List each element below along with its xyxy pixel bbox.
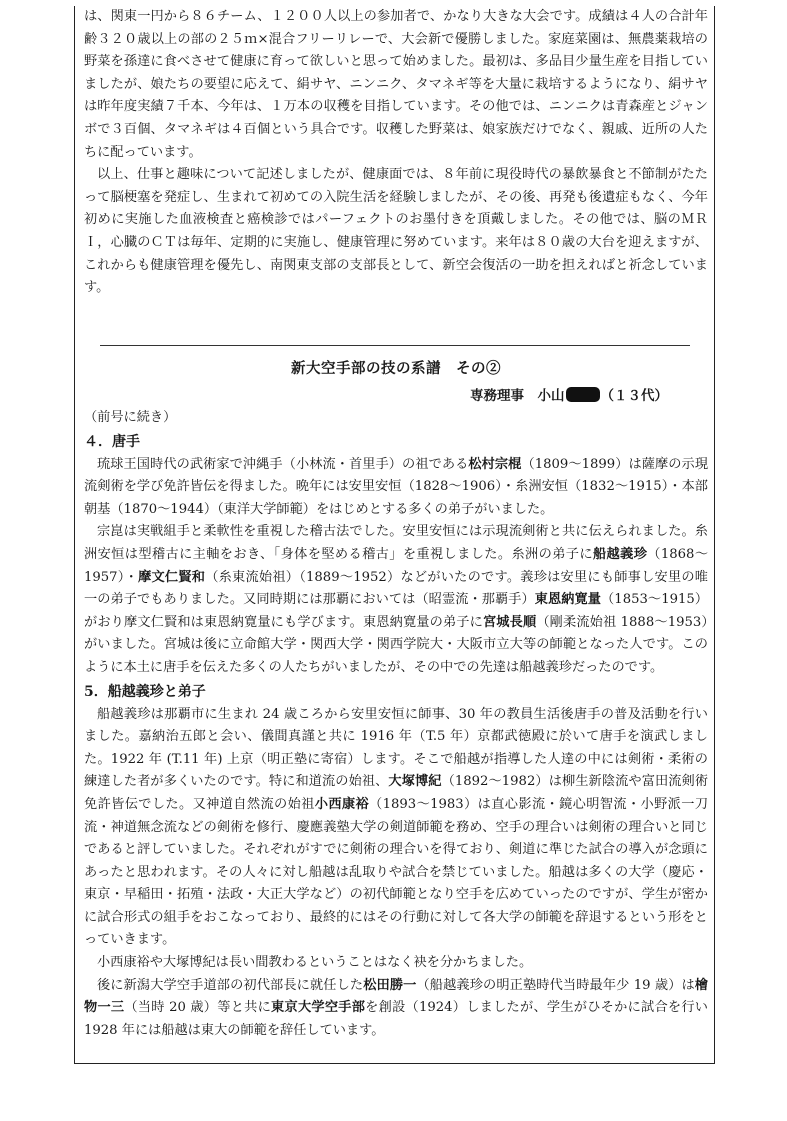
article-body	[84, 407, 708, 1042]
section-4-heading: ４．唐手	[84, 433, 140, 450]
author-generation: （１３代）	[600, 388, 668, 404]
redaction-mark	[566, 387, 600, 402]
section-5-paragraph-3: 後に新潟大学空手道部の初代部長に就任した松田勝一（船越義珍の明正塾時代当時最年少 19 歳）は檜物一三（当時 20 歳）等と共に東京大学空手部を創設（1924）しましたが、学生がひそかに試合を行い 1928 年には船越は東大の師範を辞任しています。	[84, 977, 709, 1038]
intro-section	[84, 6, 708, 300]
section-4-paragraph-2: 宗崑は実戦組手と柔軟性を重視した稽古法でした。安里安恒には示現流剣術と共に伝えられました。糸洲安恒は型稽古に主軸をおき、「身体を堅める稽古」を重視しました。糸洲の弟子に船越義珍（1868～1957）・摩文仁賢和（糸東流始祖）（1889～1952）などがいたのです。義珍は安里にも師事し安里の唯一の弟子でもありました。又同時期には那覇においては（昭霊流・那覇手）東恩納寛量（1853～1915）がおり摩文仁賢和は東恩納寛量にも学びます。東恩納寛量の弟子に宮城長順（剛柔流始祖 1888～1953）がいました。宮城は後に立命館大学・関西大学・関西学院大・大阪市立大等の師範となった人です。このように本土に唐手を伝えた多くの人たちがいましたが、その中での先達は船越義珍だったのです。	[84, 524, 709, 675]
section-5-paragraph-2: 小西康裕や大塚博紀は長い間教わるということはなく袂を分かちました。	[97, 955, 533, 971]
section-divider	[100, 345, 690, 346]
section-5-heading: 5．船越義珍と弟子	[84, 683, 206, 700]
continued-note: （前号に続き）	[84, 410, 177, 425]
author-role: 専務理事 小山	[470, 388, 565, 404]
intro-paragraph-2: 以上、仕事と趣味について記述しましたが、健康面では、８年前に現役時代の暴飲暴食と不節制がたたって脳梗塞を発症し、生まれて初めての入院生活を経験しましたが、その後、再発も後遺症もなく、今年初めに実施した血液検査と癌検診ではパーフェクトのお墨付きを頂戴しました。その他では、脳のＭＲＩ，心臓のＣＴは毎年、定期的に実施し、健康管理に努めています。来年は８０歳の大台を迎えますが、これからも健康管理を優先し、南関東支部の支部長として、新空会復活の一助を担えればと祈念しています。	[84, 167, 708, 296]
intro-paragraph-1: は、関東一円から８６チーム、１２００人以上の参加者で、かなり大きな大会です。成績は４人の合計年齢３２０歳以上の部の２５ｍ×混合フリーリレーで、大会新で優勝しました。家庭菜園は、無農薬栽培の野菜を孫達に食べさせて健康に育って欲しいと思って始めました。最初は、多品目少量生産を目指していましたが、娘たちの要望に応えて、絹サヤ、ニンニク、タマネギ等を大量に栽培するようになり、絹サヤは昨年度実績７千本、今年は、１万本の収穫を目指しています。その他では、ニンニクは青森産とジャンボで３百個、タマネギは４百個という具合です。収穫した野菜は、娘家族だけでなく、親戚、近所の人たちに配っています。	[84, 9, 708, 160]
article-title: 新大空手部の技の系譜 その②	[291, 360, 501, 377]
section-5-paragraph-1: 船越義珍は那覇市に生まれ 24 歳ころから安里安恒に師事、30 年の教員生活後唐手の普及活動を行いました。嘉納治五郎と会い、儀間真謹と共に 1916 年（T.5 年）京都武徳殿に於いて唐手を演武しました。1922 年 (T.11 年) 上京（明正塾に寄宿）します。そこで船越が指導した人達の中には剣術・柔術の練達した者が多くいたのです。特に和道流の始祖、大塚博紀（1892～1982）は柳生新陰流や富田流剣術免許皆伝でした。又神道自然流の始祖小西康裕（1893～1983）は直心影流・鏡心明智流・小野派一刀流・神道無念流などの剣術を修行、慶應義塾大学の剣道師範を務め、空手の理合いは剣術の理合いと同じであると評していました。それぞれがすでに剣術の理合いを得ており、剣道に準じた試合の導入が念頭にあったと思われます。その人々に対し船越は乱取りや試合を禁じていました。船越は多くの大学（慶応・東京・早稲田・拓殖・法政・大正大学など）の初代師範となり空手を広めていったのですが、学生が密かに試合形式の組手をおこなっており、最終的にはその行動に対して各大学の師範を辞退するという形をとっていきます。	[84, 706, 709, 948]
section-4-paragraph-1: 琉球王国時代の武術家で沖縄手（小林流・首里手）の祖である松村宗棍（1809～1899）は薩摩の示現流剣術を学び免許皆伝を得ました。晩年には安里安恒（1828～1906）・糸洲安恒（1832～1915）・本部朝基（1870～1944）（東洋大学師範）をはじめとする多くの弟子がいました。	[84, 456, 709, 517]
article-author	[470, 384, 668, 404]
